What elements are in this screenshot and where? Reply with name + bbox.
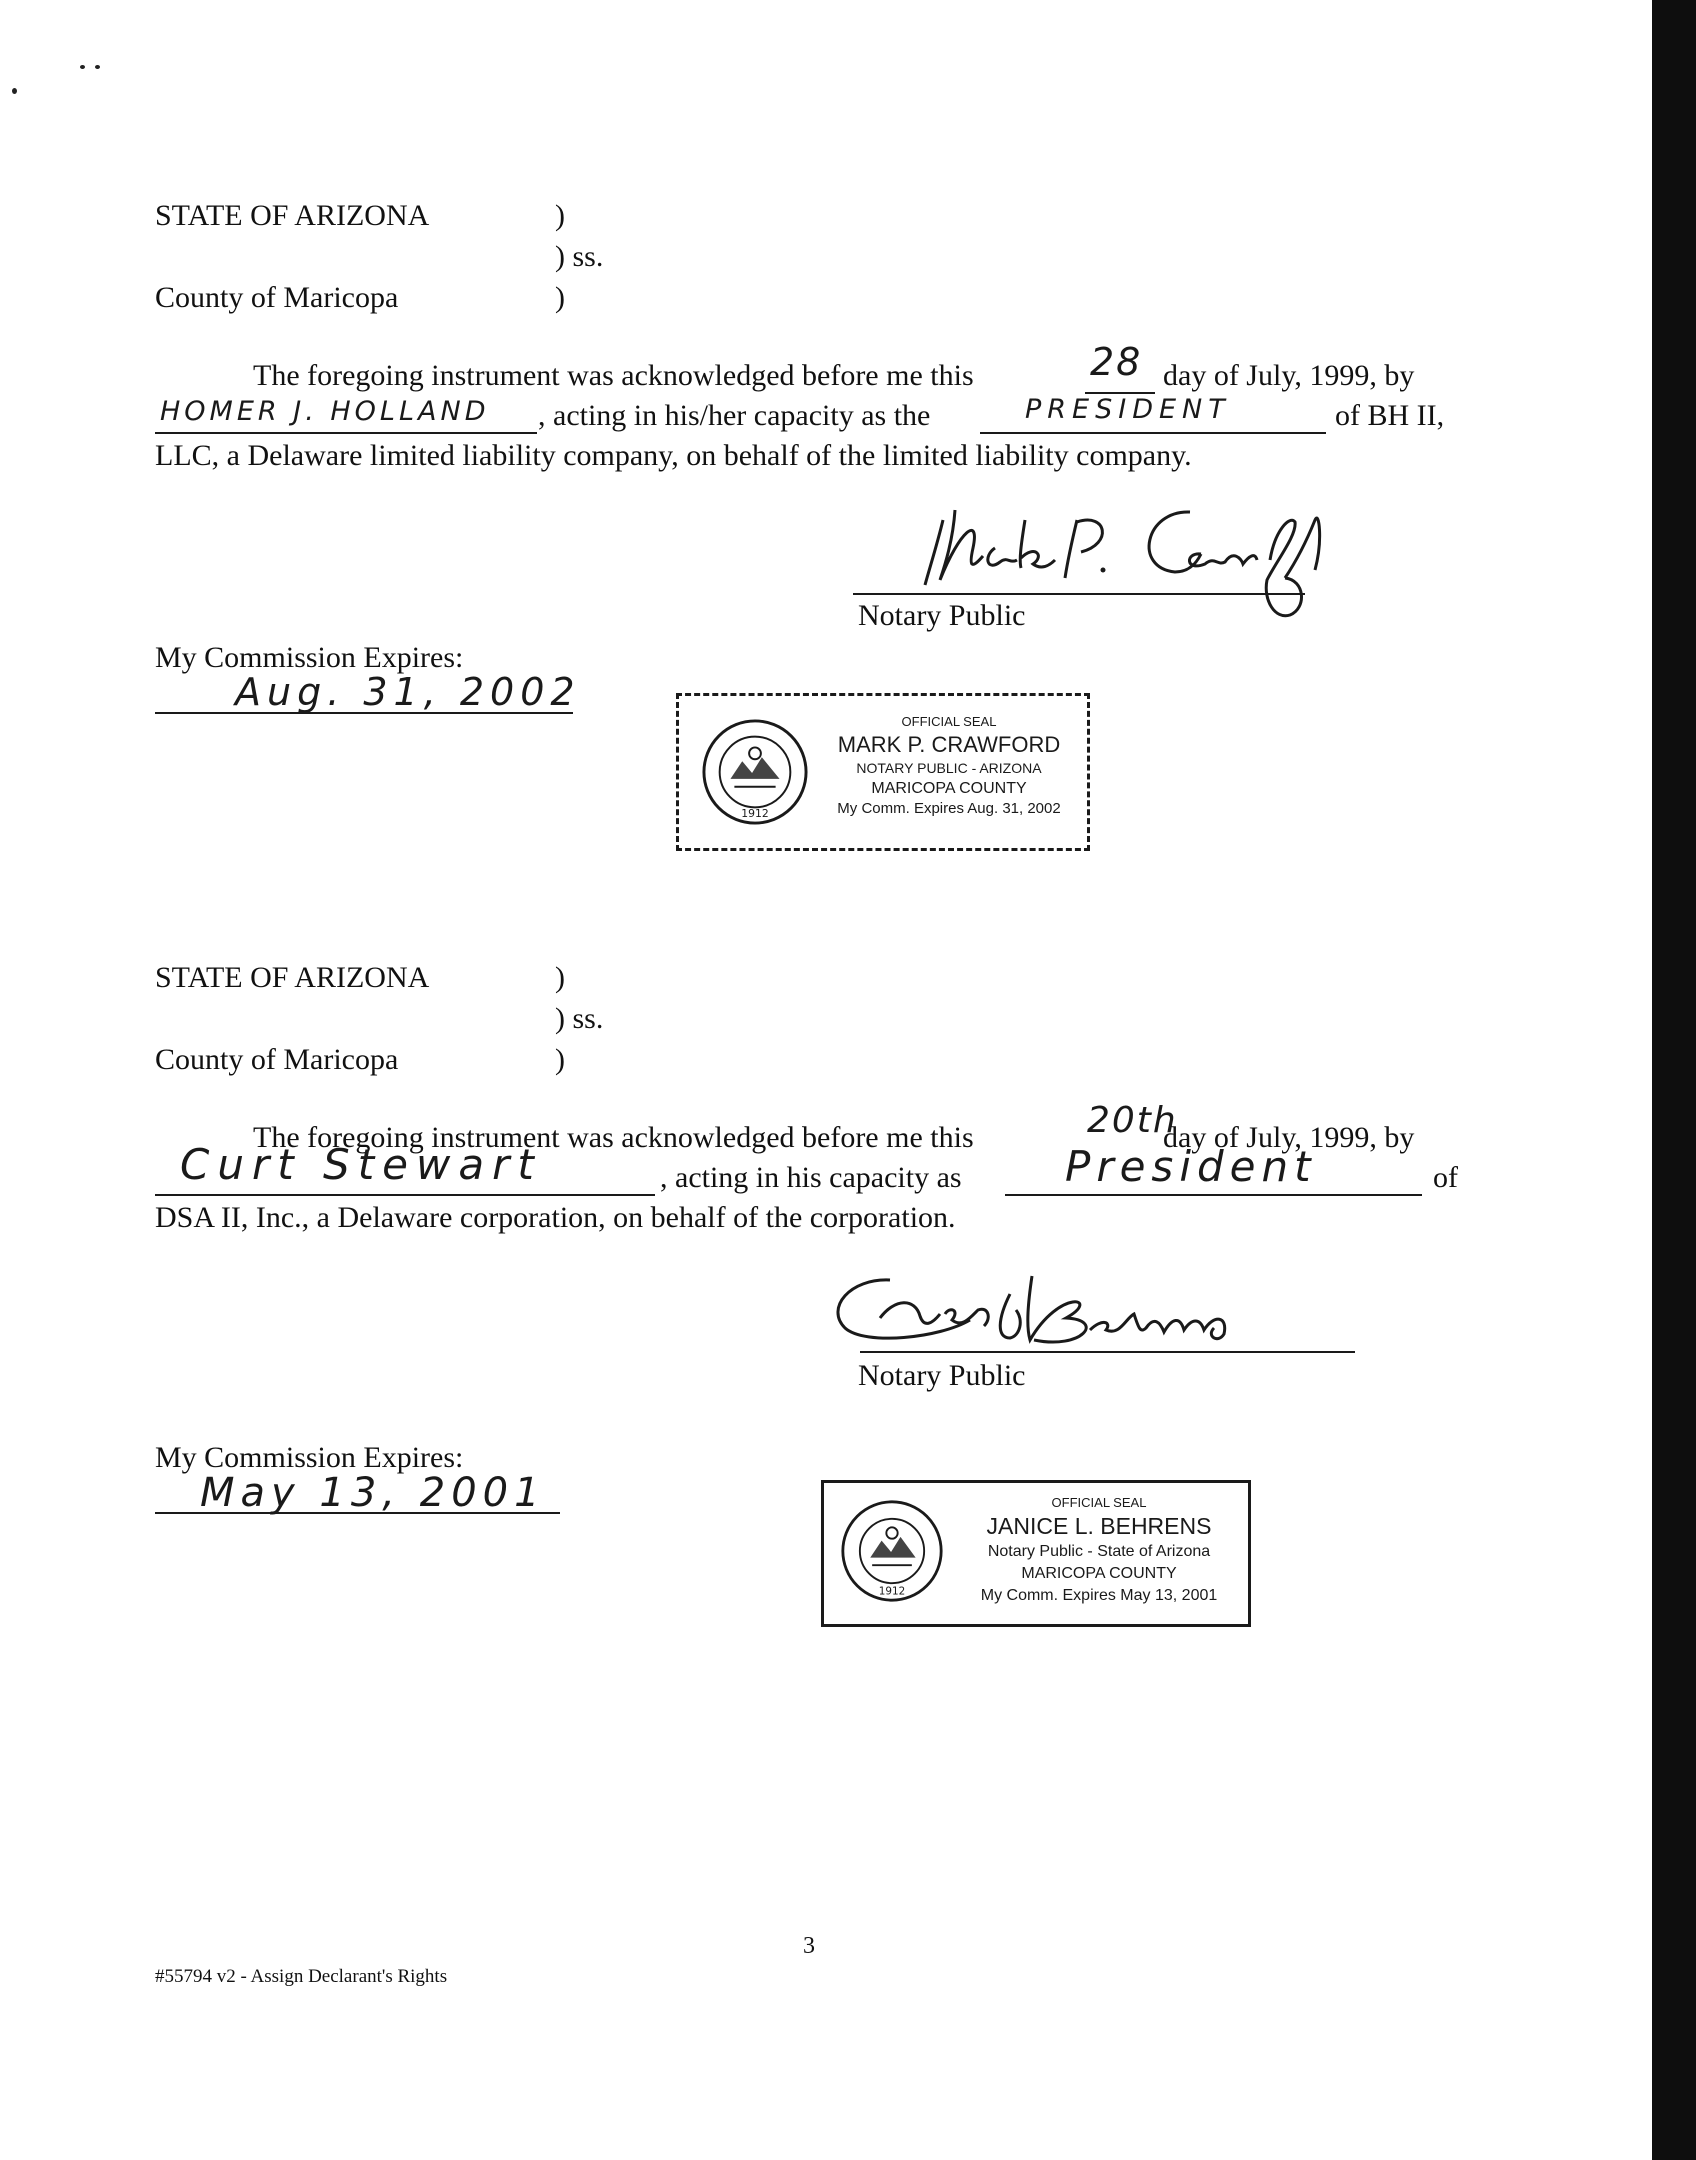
ack-line1-end: day of July, 1999, by	[1163, 1121, 1415, 1154]
ack-line2-middle: , acting in his/her capacity as the	[538, 399, 931, 432]
seal-line-3: MARICOPA COUNTY	[871, 780, 1027, 797]
acknowledger-name-handwritten: Curt Stewart	[180, 1140, 542, 1189]
commission-expires-label: My Commission Expires:	[155, 641, 464, 674]
acknowledger-name-handwritten: HOMER J. HOLLAND	[160, 396, 490, 427]
capacity-handwritten: PRESIDENT	[1025, 394, 1231, 425]
ack-line2-end: of BH II,	[1335, 399, 1445, 432]
scan-speck	[80, 65, 85, 69]
venue-ss: ) ss.	[555, 240, 604, 273]
notary-seal-2	[821, 1480, 1251, 1627]
capacity-blank	[1005, 1194, 1422, 1196]
ack-line1-end: day of July, 1999, by	[1163, 359, 1415, 392]
seal-title: OFFICIAL SEAL	[901, 714, 997, 729]
seal-title: OFFICIAL SEAL	[1051, 1495, 1147, 1510]
scan-edge	[1652, 0, 1696, 2160]
notary-public-label: Notary Public	[858, 599, 1026, 632]
venue-state: STATE OF ARIZONA	[155, 961, 430, 994]
name-blank	[155, 1194, 655, 1196]
day-handwritten: 28	[1090, 340, 1143, 384]
venue-state: STATE OF ARIZONA	[155, 199, 430, 232]
seal-line-4: My Comm. Expires Aug. 31, 2002	[837, 800, 1061, 817]
scan-speck	[12, 88, 17, 94]
seal-notary-name: JANICE L. BEHRENS	[986, 1513, 1212, 1539]
ack-line2-middle: , acting in his capacity as	[660, 1161, 962, 1194]
scan-speck	[95, 65, 100, 69]
notary-public-label: Notary Public	[858, 1359, 1026, 1392]
commission-expires-label: My Commission Expires:	[155, 1441, 464, 1474]
venue-bracket: )	[555, 961, 565, 994]
ack-line1-start: The foregoing instrument was acknowledged before me this	[253, 359, 974, 392]
seal-notary-name: MARK P. CRAWFORD	[837, 732, 1061, 757]
capacity-handwritten: President	[1065, 1142, 1317, 1191]
notary-signature-2	[820, 1258, 1360, 1368]
venue-bracket: )	[555, 281, 565, 314]
seal-line-2: Notary Public - State of Arizona	[987, 1543, 1211, 1560]
notary-seal-1	[676, 693, 1090, 851]
name-blank	[155, 432, 537, 434]
venue-bracket: )	[555, 199, 565, 232]
seal-line-2: NOTARY PUBLIC - ARIZONA	[856, 760, 1042, 776]
venue-county: County of Maricopa	[155, 1043, 399, 1076]
ack-line1-start: The foregoing instrument was acknowledged before me this	[253, 1121, 974, 1154]
svg-text:1912: 1912	[741, 807, 769, 821]
ack-line3: LLC, a Delaware limited liability company, on behalf of the limited liability company.	[155, 439, 1192, 472]
document-footer: #55794 v2 - Assign Declarant's Rights	[155, 1966, 448, 1987]
ack-line3: DSA II, Inc., a Delaware corporation, on behalf of the corporation.	[155, 1201, 956, 1234]
seal-line-3: MARICOPA COUNTY	[1021, 1565, 1177, 1582]
seal-line-4: My Comm. Expires May 13, 2001	[980, 1587, 1218, 1604]
day-handwritten: 20th	[1087, 1100, 1178, 1141]
arizona-state-seal-icon	[840, 1499, 944, 1603]
arizona-state-seal-icon	[701, 718, 809, 826]
commission-date-handwritten: May 13, 2001	[200, 1470, 546, 1516]
svg-text:1912: 1912	[878, 1585, 906, 1598]
venue-ss: ) ss.	[555, 1002, 604, 1035]
page-number: 3	[803, 1933, 815, 1959]
commission-date-handwritten: Aug. 31, 2002	[235, 670, 581, 714]
venue-county: County of Maricopa	[155, 281, 399, 314]
venue-bracket: )	[555, 1043, 565, 1076]
ack-line2-end: of	[1433, 1161, 1458, 1194]
capacity-blank	[980, 432, 1326, 434]
